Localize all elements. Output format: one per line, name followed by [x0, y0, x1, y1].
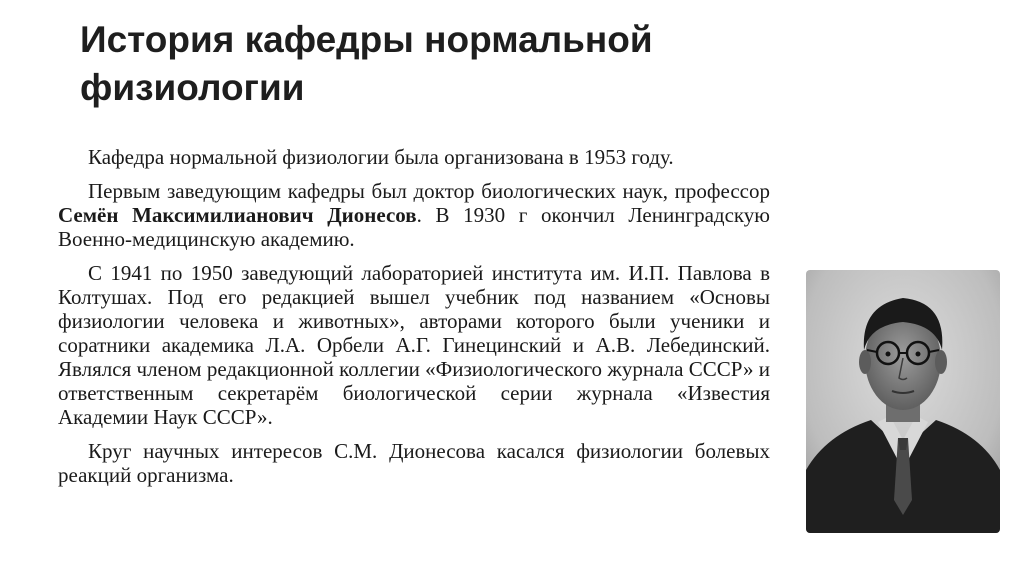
professor-name: Семён Максимилианович Дионесов	[58, 203, 417, 227]
slide-title: История кафедры нормальной физиологии	[80, 19, 653, 108]
paragraph-career: С 1941 по 1950 заведующий лабораторией института им. И.П. Павлова в Колтушах. Под его редакцией вышел учебник под названием «Основы физиологии человека и животных», авторами которого были ученики и соратники академика Л.А. Орбели А.Г. Гинецинский и А.В. Лебединский. Являлся членом редакционной коллегии «Физиологического журнала СССР» и ответственным секретарём биологической серии журнала «Известия Академии Наук СССР».	[58, 261, 770, 429]
paragraph-first-head-before: Первым заведующим кафедры был доктор биологических наук, профессор	[88, 179, 770, 203]
paragraph-interests: Круг научных интересов С.М. Дионесова касался физиологии болевых реакций организма.	[58, 439, 770, 487]
portrait-photo	[806, 270, 1000, 533]
paragraph-first-head-after: . В 1930 г окончил Ленинградскую Военно-медицинскую академию.	[58, 203, 770, 251]
paragraph-founding: Кафедра нормальной физиологии была организована в 1953 году.	[88, 145, 674, 169]
paragraph-first-head	[58, 179, 770, 251]
slide-body	[58, 145, 770, 497]
